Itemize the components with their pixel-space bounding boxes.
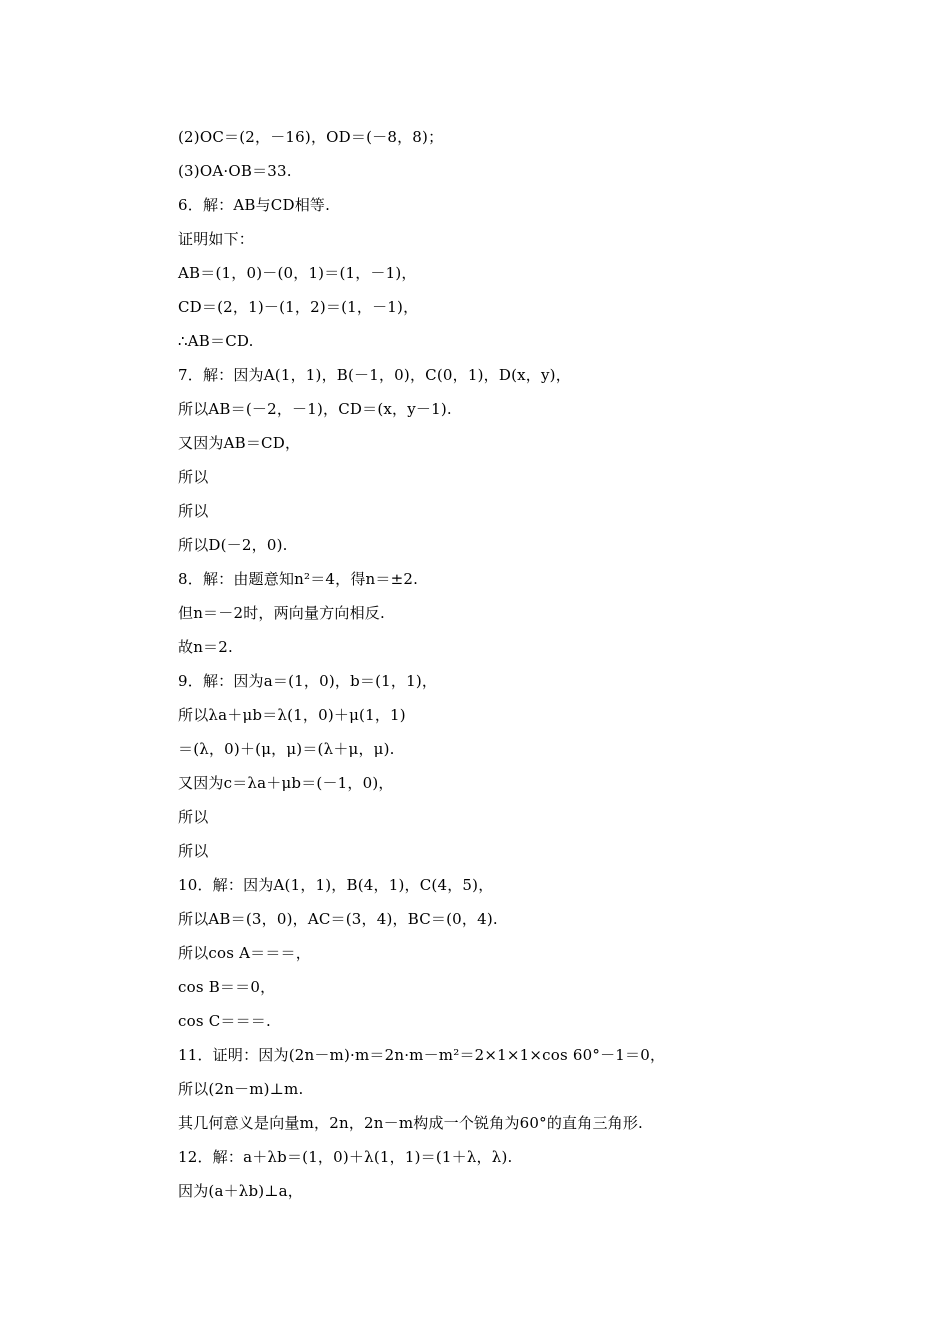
text-line: 又因为c＝λa＋μb＝(－1，0)， (178, 774, 394, 792)
text-line: 证明如下： (178, 230, 255, 248)
text-line: CD＝(2，1)－(1，2)＝(1，－1)， (178, 298, 419, 316)
text-line: 所以AB＝(－2，－1)，CD＝(x，y－1). (178, 400, 452, 418)
text-line: 7．解：因为A(1，1)，B(－1，0)，C(0，1)，D(x，y)， (178, 366, 571, 384)
text-line: 所以cos A＝＝＝， (178, 944, 311, 962)
text-line: (2)OC＝(2，－16)，OD＝(－8，8)； (178, 128, 444, 146)
text-line: 所以(2n－m)⊥m. (178, 1080, 304, 1098)
text-line: cos C＝＝＝. (178, 1012, 271, 1030)
text-line: 8．解：由题意知n²＝4，得n＝±2. (178, 570, 419, 588)
text-line: AB＝(1，0)－(0，1)＝(1，－1)， (178, 264, 417, 282)
document-page (178, 122, 878, 1210)
text-line: 所以 (178, 808, 209, 826)
text-line: 因为(a＋λb)⊥a， (178, 1182, 304, 1200)
text-line: 所以 (178, 468, 209, 486)
text-line: 9．解：因为a＝(1，0)，b＝(1，1)， (178, 672, 438, 690)
text-line: cos B＝＝0， (178, 978, 276, 996)
text-line: 但n＝－2时，两向量方向相反. (178, 604, 385, 622)
text-line: 11．证明：因为(2n－m)·m＝2n·m－m²＝2×1×1×cos 60°－1＝0， (178, 1046, 666, 1064)
text-line: 所以D(－2，0). (178, 536, 288, 554)
text-line: 10．解：因为A(1，1)，B(4，1)，C(4，5)， (178, 876, 494, 894)
text-line: (3)OA·OB＝33. (178, 162, 292, 180)
text-line: ＝(λ，0)＋(μ，μ)＝(λ＋μ，μ). (178, 740, 395, 758)
text-line: 所以 (178, 842, 209, 860)
text-line: 故n＝2. (178, 638, 233, 656)
text-line: 12．解：a＋λb＝(1，0)＋λ(1，1)＝(1＋λ，λ). (178, 1148, 513, 1166)
text-line: 其几何意义是向量m，2n，2n－m构成一个锐角为60°的直角三角形. (178, 1114, 644, 1132)
text-line: 又因为AB＝CD， (178, 434, 301, 452)
text-line: 所以AB＝(3，0)，AC＝(3，4)，BC＝(0，4). (178, 910, 498, 928)
text-line: ∴AB＝CD. (178, 332, 254, 350)
text-line: 6．解：AB与CD相等. (178, 196, 331, 214)
text-line: 所以 (178, 502, 209, 520)
text-line: 所以λa＋μb＝λ(1，0)＋μ(1，1) (178, 706, 406, 724)
